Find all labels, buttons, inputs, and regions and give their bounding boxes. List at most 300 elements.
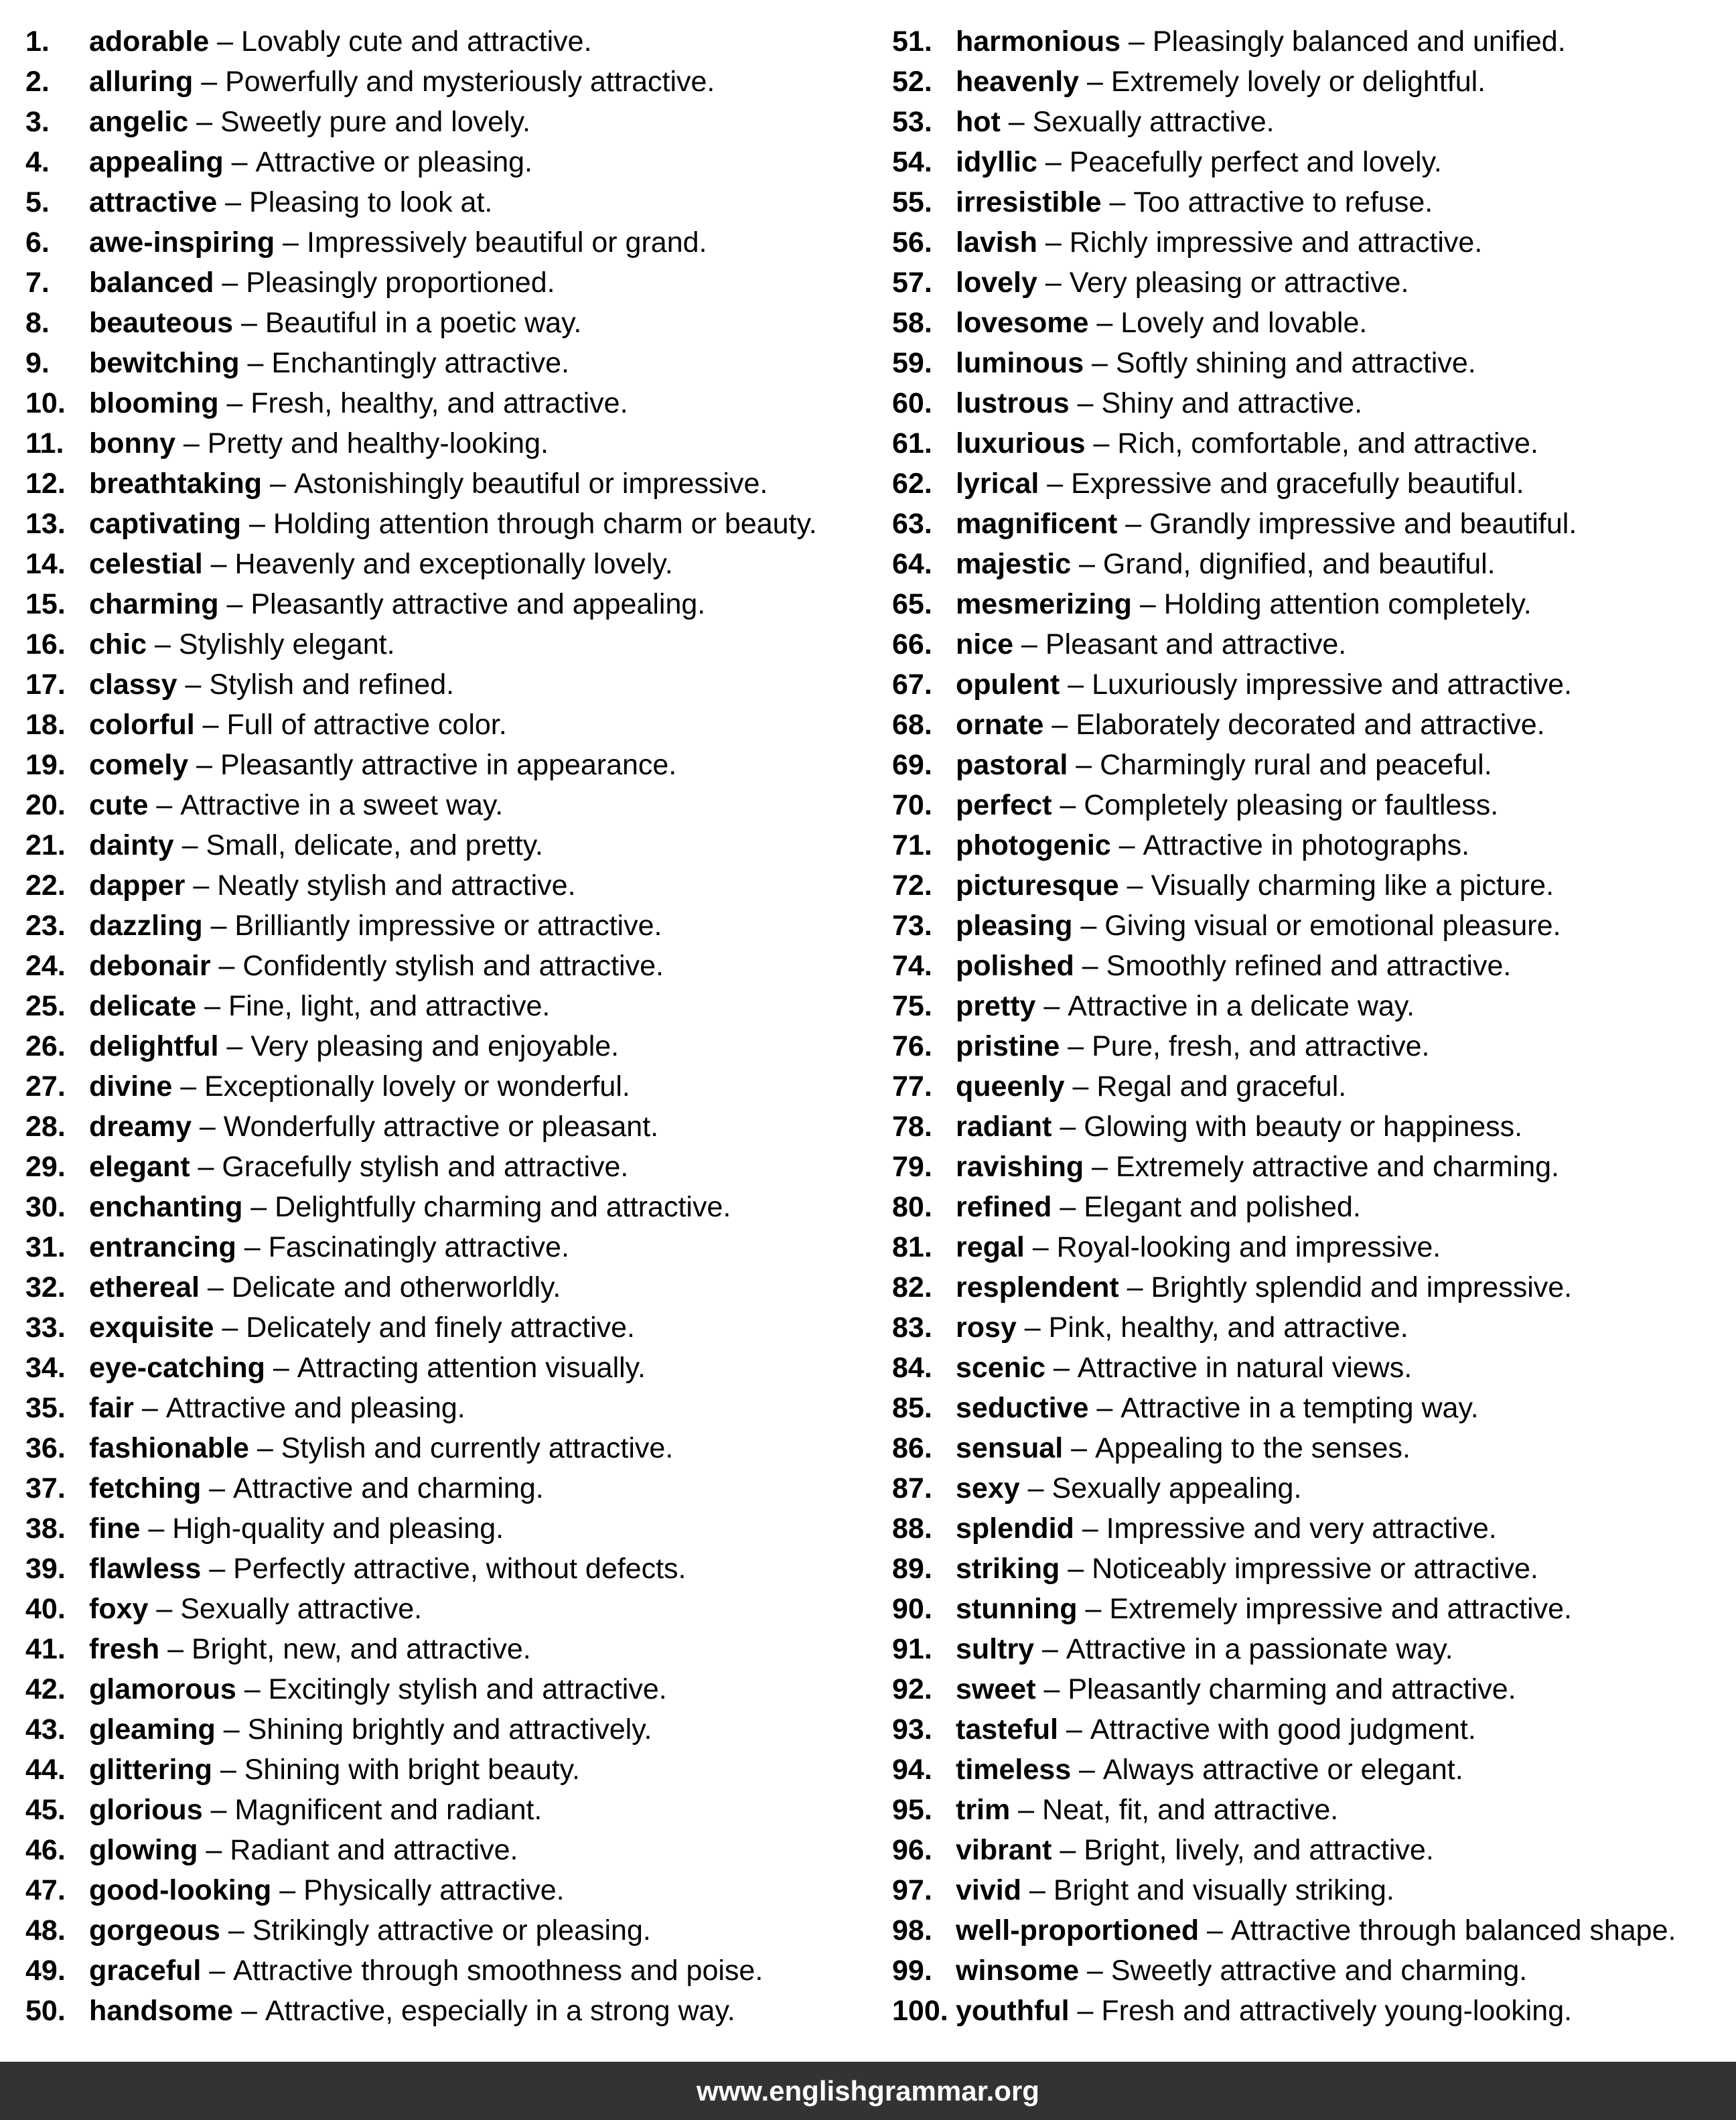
item-definition: Exceptionally lovely or wonderful. <box>204 1070 630 1103</box>
item-separator: – <box>1052 1834 1084 1866</box>
item-number: 89. <box>892 1553 932 1585</box>
item-definition: Confidently stylish and attractive. <box>242 950 664 982</box>
item-separator: – <box>1071 548 1103 580</box>
list-item <box>25 1673 876 1713</box>
item-word: luminous <box>956 347 1084 379</box>
item-separator: – <box>173 829 206 861</box>
item-number: 4. <box>25 146 50 178</box>
item-word: idyllic <box>956 146 1037 178</box>
list-item <box>25 267 876 307</box>
item-word: delicate <box>89 990 197 1022</box>
item-separator: – <box>1064 1070 1097 1103</box>
item-definition: Attractive or pleasing. <box>255 146 532 178</box>
list-item <box>892 186 1729 226</box>
item-word: mesmerizing <box>956 588 1132 620</box>
list-item <box>892 146 1729 186</box>
item-separator: – <box>1077 1593 1110 1625</box>
item-word: ethereal <box>89 1271 200 1303</box>
list-item <box>25 1191 876 1231</box>
item-separator: – <box>1021 1874 1054 1906</box>
item-separator: – <box>1019 1472 1052 1504</box>
item-number: 36. <box>25 1432 66 1464</box>
list-item <box>892 1553 1729 1593</box>
item-word: foxy <box>89 1593 149 1625</box>
item-word: winsome <box>956 1955 1079 1987</box>
item-number: 43. <box>25 1713 66 1746</box>
item-word: adorable <box>89 25 210 58</box>
item-word: timeless <box>956 1754 1072 1786</box>
list-item <box>25 66 876 106</box>
item-number: 71. <box>892 829 932 861</box>
list-item <box>25 1834 876 1874</box>
item-definition: Attractive and pleasing. <box>165 1392 465 1424</box>
item-separator: – <box>1071 1754 1103 1786</box>
item-word: ravishing <box>956 1151 1084 1183</box>
list-item <box>25 106 876 146</box>
item-separator: – <box>190 1151 222 1183</box>
item-number: 95. <box>892 1794 932 1826</box>
item-definition: Impressively beautiful or grand. <box>306 226 707 259</box>
item-definition: Enchantingly attractive. <box>271 347 569 379</box>
list-item <box>892 66 1729 106</box>
item-number: 34. <box>25 1352 66 1384</box>
item-separator: – <box>1199 1914 1231 1947</box>
item-separator: – <box>175 427 208 460</box>
item-separator: – <box>202 548 235 580</box>
item-word: fair <box>89 1392 134 1424</box>
item-separator: – <box>1043 709 1076 741</box>
item-definition: Attractive in photographs. <box>1143 829 1470 861</box>
list-item <box>25 1713 876 1754</box>
item-separator: – <box>1060 668 1092 701</box>
item-word: lovely <box>956 267 1037 299</box>
item-definition: Too attractive to refuse. <box>1133 186 1433 218</box>
item-number: 60. <box>892 387 932 419</box>
item-separator: – <box>1118 1271 1151 1303</box>
item-separator: – <box>1037 226 1070 259</box>
list-item <box>25 1030 876 1070</box>
list-item <box>892 226 1729 267</box>
item-word: bonny <box>89 427 175 460</box>
item-word: charming <box>89 588 219 620</box>
item-separator: – <box>262 468 294 500</box>
item-number: 37. <box>25 1472 66 1504</box>
item-word: colorful <box>89 709 195 741</box>
item-number: 91. <box>892 1633 932 1665</box>
list-item <box>892 267 1729 307</box>
item-definition: Extremely impressive and attractive. <box>1109 1593 1572 1625</box>
item-definition: Attractive, especially in a strong way. <box>265 1995 735 2027</box>
item-number: 78. <box>892 1111 932 1143</box>
item-definition: Royal-looking and impressive. <box>1056 1231 1441 1263</box>
item-number: 1. <box>25 25 50 58</box>
item-number: 77. <box>892 1070 932 1103</box>
item-word: harmonious <box>956 25 1121 58</box>
list-item <box>892 1392 1729 1432</box>
item-word: awe-inspiring <box>89 226 275 259</box>
list-item <box>25 1914 876 1955</box>
item-word: perfect <box>956 789 1052 821</box>
item-separator: – <box>201 1472 234 1504</box>
item-definition: Brilliantly impressive or attractive. <box>234 910 662 942</box>
item-definition: Heavenly and exceptionally lovely. <box>234 548 673 580</box>
item-word: pretty <box>956 990 1036 1022</box>
item-number: 99. <box>892 1955 932 1987</box>
item-separator: – <box>1074 1512 1106 1545</box>
item-definition: Lovably cute and attractive. <box>241 25 592 58</box>
item-separator: – <box>248 1432 281 1464</box>
item-word: majestic <box>956 548 1072 580</box>
list-item <box>25 1593 876 1633</box>
item-number: 90. <box>892 1593 932 1625</box>
item-separator: – <box>275 226 307 259</box>
item-number: 64. <box>892 548 932 580</box>
item-separator: – <box>239 347 272 379</box>
item-number: 82. <box>892 1271 932 1303</box>
item-number: 59. <box>892 347 932 379</box>
item-definition: Pleasantly attractive in appearance. <box>220 749 677 781</box>
list-item <box>25 1231 876 1271</box>
item-definition: Stylish and refined. <box>209 668 455 701</box>
item-separator: – <box>1118 869 1151 902</box>
item-number: 74. <box>892 950 932 982</box>
item-separator: – <box>201 1955 234 1987</box>
item-word: gleaming <box>89 1713 216 1746</box>
list-item <box>25 910 876 950</box>
item-separator: – <box>1063 1432 1095 1464</box>
list-item <box>892 1874 1729 1914</box>
list-item <box>892 508 1729 548</box>
item-number: 26. <box>25 1030 66 1062</box>
item-word: lavish <box>956 226 1037 259</box>
item-number: 42. <box>25 1673 66 1705</box>
item-word: rosy <box>956 1312 1017 1344</box>
item-word: vibrant <box>956 1834 1052 1866</box>
item-definition: Attractive in a delicate way. <box>1068 990 1415 1022</box>
item-separator: – <box>1079 66 1111 98</box>
list-item <box>25 1472 876 1512</box>
item-word: classy <box>89 668 177 701</box>
item-number: 92. <box>892 1673 932 1705</box>
item-number: 96. <box>892 1834 932 1866</box>
list-item <box>892 829 1729 869</box>
item-word: sultry <box>956 1633 1035 1665</box>
list-item <box>25 468 876 508</box>
item-word: celestial <box>89 548 203 580</box>
item-number: 12. <box>25 468 66 500</box>
list-item <box>892 1794 1729 1834</box>
list-item <box>892 1633 1729 1673</box>
item-definition: Softly shining and attractive. <box>1115 347 1476 379</box>
item-separator: – <box>1052 1191 1084 1223</box>
item-word: elegant <box>89 1151 190 1183</box>
item-definition: Holding attention through charm or beauty. <box>273 508 817 540</box>
item-number: 16. <box>25 628 66 660</box>
item-word: glamorous <box>89 1673 236 1705</box>
item-definition: Pleasing to look at. <box>249 186 493 218</box>
list-item <box>25 789 876 829</box>
item-number: 100. <box>892 1995 948 2027</box>
item-definition: Fresh, healthy, and attractive. <box>250 387 628 419</box>
item-separator: – <box>241 508 273 540</box>
item-definition: Regal and graceful. <box>1096 1070 1347 1103</box>
item-word: scenic <box>956 1352 1045 1384</box>
item-definition: Sweetly pure and lovely. <box>220 106 530 138</box>
item-separator: – <box>1060 1030 1092 1062</box>
item-word: appealing <box>89 146 224 178</box>
item-number: 14. <box>25 548 66 580</box>
list-item <box>25 829 876 869</box>
item-separator: – <box>185 869 218 902</box>
item-definition: Very pleasing and enjoyable. <box>250 1030 620 1062</box>
item-definition: Brightly splendid and impressive. <box>1151 1271 1573 1303</box>
item-separator: – <box>1035 990 1068 1022</box>
item-separator: – <box>194 709 227 741</box>
list-item <box>892 789 1729 829</box>
item-definition: Perfectly attractive, without defects. <box>233 1553 686 1585</box>
item-separator: – <box>217 186 250 218</box>
item-separator: – <box>236 1231 269 1263</box>
item-number: 73. <box>892 910 932 942</box>
item-number: 17. <box>25 668 66 701</box>
item-definition: Pleasant and attractive. <box>1045 628 1347 660</box>
item-definition: Pleasantly attractive and appealing. <box>250 588 706 620</box>
list-item <box>25 1352 876 1392</box>
item-definition: Attractive and charming. <box>233 1472 544 1504</box>
list-item <box>25 427 876 468</box>
item-definition: Charmingly rural and peaceful. <box>1100 749 1492 781</box>
item-definition: Delicate and otherworldly. <box>231 1271 561 1303</box>
footer-url[interactable]: www.englishgrammar.org <box>697 2074 1039 2107</box>
item-definition: Peacefully perfect and lovely. <box>1069 146 1442 178</box>
item-definition: Full of attractive color. <box>226 709 507 741</box>
item-separator: – <box>1088 1392 1121 1424</box>
list-item <box>892 1472 1729 1512</box>
item-separator: – <box>1052 789 1084 821</box>
item-separator: – <box>193 66 226 98</box>
item-separator: – <box>1060 1553 1092 1585</box>
item-number: 93. <box>892 1713 932 1746</box>
item-word: exquisite <box>89 1312 214 1344</box>
item-separator: – <box>233 307 265 339</box>
item-number: 19. <box>25 749 66 781</box>
item-word: nice <box>956 628 1014 660</box>
list-item <box>892 427 1729 468</box>
list-item <box>892 1111 1729 1151</box>
item-number: 22. <box>25 869 66 902</box>
item-number: 13. <box>25 508 66 540</box>
list-item <box>25 146 876 186</box>
list-item <box>25 709 876 749</box>
item-definition: Richly impressive and attractive. <box>1069 226 1483 259</box>
item-separator: – <box>1058 1713 1090 1746</box>
item-number: 49. <box>25 1955 66 1987</box>
item-definition: Neatly stylish and attractive. <box>217 869 576 902</box>
item-word: well-proportioned <box>956 1914 1200 1947</box>
item-definition: Completely pleasing or faultless. <box>1084 789 1499 821</box>
item-separator: – <box>1117 508 1150 540</box>
item-number: 23. <box>25 910 66 942</box>
item-number: 54. <box>892 146 932 178</box>
list-item <box>892 1231 1729 1271</box>
item-number: 24. <box>25 950 66 982</box>
item-word: hot <box>956 106 1001 138</box>
item-definition: Attracting attention visually. <box>297 1352 646 1384</box>
list-item <box>25 668 876 709</box>
item-separator: – <box>202 1794 235 1826</box>
item-separator: – <box>1016 1312 1049 1344</box>
item-word: captivating <box>89 508 241 540</box>
item-definition: Smoothly refined and attractive. <box>1106 950 1512 982</box>
list-item <box>25 990 876 1030</box>
item-word: graceful <box>89 1955 202 1987</box>
item-number: 70. <box>892 789 932 821</box>
item-word: bewitching <box>89 347 240 379</box>
item-word: lyrical <box>956 468 1039 500</box>
item-number: 63. <box>892 508 932 540</box>
item-separator: – <box>1072 910 1105 942</box>
item-separator: – <box>188 106 220 138</box>
item-word: good-looking <box>89 1874 272 1906</box>
item-definition: Attractive in a tempting way. <box>1120 1392 1479 1424</box>
item-definition: Very pleasing or attractive. <box>1069 267 1409 299</box>
item-definition: Excitingly stylish and attractive. <box>268 1673 667 1705</box>
item-separator: – <box>1131 588 1164 620</box>
item-word: ornate <box>956 709 1044 741</box>
item-word: divine <box>89 1070 173 1103</box>
item-word: sweet <box>956 1673 1036 1705</box>
item-word: stunning <box>956 1593 1078 1625</box>
item-number: 38. <box>25 1512 66 1545</box>
list-item <box>25 1512 876 1553</box>
item-separator: – <box>1039 468 1072 500</box>
item-definition: Pink, healthy, and attractive. <box>1048 1312 1408 1344</box>
item-definition: Pleasantly charming and attractive. <box>1068 1673 1516 1705</box>
item-definition: Stylishly elegant. <box>178 628 395 660</box>
item-word: blooming <box>89 387 219 419</box>
item-number: 44. <box>25 1754 66 1786</box>
item-definition: Extremely attractive and charming. <box>1115 1151 1559 1183</box>
list-item <box>892 1191 1729 1231</box>
item-word: tasteful <box>956 1713 1058 1746</box>
item-separator: – <box>1068 749 1100 781</box>
item-word: balanced <box>89 267 214 299</box>
item-separator: – <box>1084 347 1116 379</box>
item-word: breathtaking <box>89 468 263 500</box>
item-number: 88. <box>892 1512 932 1545</box>
item-definition: Magnificent and radiant. <box>234 1794 542 1826</box>
item-separator: – <box>1037 267 1070 299</box>
item-word: polished <box>956 950 1074 982</box>
list-item <box>25 1794 876 1834</box>
item-definition: Elegant and polished. <box>1084 1191 1361 1223</box>
item-number: 35. <box>25 1392 66 1424</box>
item-separator: – <box>199 1271 232 1303</box>
item-definition: Fascinatingly attractive. <box>268 1231 569 1263</box>
list-item <box>25 749 876 789</box>
item-definition: Always attractive or elegant. <box>1102 1754 1463 1786</box>
list-item <box>892 1271 1729 1312</box>
item-number: 79. <box>892 1151 932 1183</box>
item-definition: Visually charming like a picture. <box>1151 869 1554 902</box>
item-definition: Shining with bright beauty. <box>244 1754 580 1786</box>
item-number: 39. <box>25 1553 66 1585</box>
list-item <box>892 668 1729 709</box>
item-word: pristine <box>956 1030 1060 1062</box>
list-item <box>25 1553 876 1593</box>
item-number: 10. <box>25 387 66 419</box>
item-number: 15. <box>25 588 66 620</box>
list-item <box>25 1111 876 1151</box>
item-definition: Rich, comfortable, and attractive. <box>1117 427 1538 460</box>
list-item <box>25 950 876 990</box>
item-number: 48. <box>25 1914 66 1947</box>
item-definition: Luxuriously impressive and attractive. <box>1092 668 1573 701</box>
item-separator: – <box>210 950 243 982</box>
item-separator: – <box>236 1673 269 1705</box>
item-definition: Bright, lively, and attractive. <box>1084 1834 1434 1866</box>
item-definition: Physically attractive. <box>303 1874 565 1906</box>
list-item <box>892 1834 1729 1874</box>
item-number: 67. <box>892 668 932 701</box>
item-separator: – <box>215 1713 248 1746</box>
item-number: 58. <box>892 307 932 339</box>
item-word: dapper <box>89 869 186 902</box>
item-word: glowing <box>89 1834 198 1866</box>
list-item <box>892 387 1729 427</box>
list-item <box>25 347 876 387</box>
list-item <box>25 387 876 427</box>
item-word: seductive <box>956 1392 1089 1424</box>
item-definition: Pleasingly proportioned. <box>246 267 555 299</box>
item-separator: – <box>1079 1955 1111 1987</box>
item-definition: Wonderfully attractive or pleasant. <box>223 1111 659 1143</box>
item-definition: Sweetly attractive and charming. <box>1110 1955 1528 1987</box>
item-word: picturesque <box>956 869 1119 902</box>
list-item <box>892 990 1729 1030</box>
item-word: glorious <box>89 1794 203 1826</box>
item-number: 56. <box>892 226 932 259</box>
item-number: 69. <box>892 749 932 781</box>
item-separator: – <box>1013 628 1045 660</box>
item-separator: – <box>1074 950 1106 982</box>
item-word: entrancing <box>89 1231 236 1263</box>
list-item <box>892 910 1729 950</box>
item-separator: – <box>1037 146 1070 178</box>
item-separator: – <box>1110 829 1143 861</box>
item-separator: – <box>1034 1633 1066 1665</box>
item-separator: – <box>1000 106 1033 138</box>
item-definition: Fine, light, and attractive. <box>228 990 551 1022</box>
item-definition: Elaborately decorated and attractive. <box>1076 709 1545 741</box>
item-definition: Stylish and currently attractive. <box>281 1432 674 1464</box>
item-word: enchanting <box>89 1191 243 1223</box>
item-separator: – <box>218 1030 251 1062</box>
item-word: sexy <box>956 1472 1020 1504</box>
item-word: refined <box>956 1191 1052 1223</box>
item-number: 45. <box>25 1794 66 1826</box>
item-number: 97. <box>892 1874 932 1906</box>
item-word: debonair <box>89 950 211 982</box>
list-item <box>892 1713 1729 1754</box>
item-definition: Sexually attractive. <box>180 1593 423 1625</box>
item-number: 18. <box>25 709 66 741</box>
item-definition: Lovely and lovable. <box>1120 307 1368 339</box>
item-separator: – <box>1120 25 1153 58</box>
list-item <box>25 226 876 267</box>
list-item <box>25 1955 876 1995</box>
item-word: youthful <box>956 1995 1070 2027</box>
